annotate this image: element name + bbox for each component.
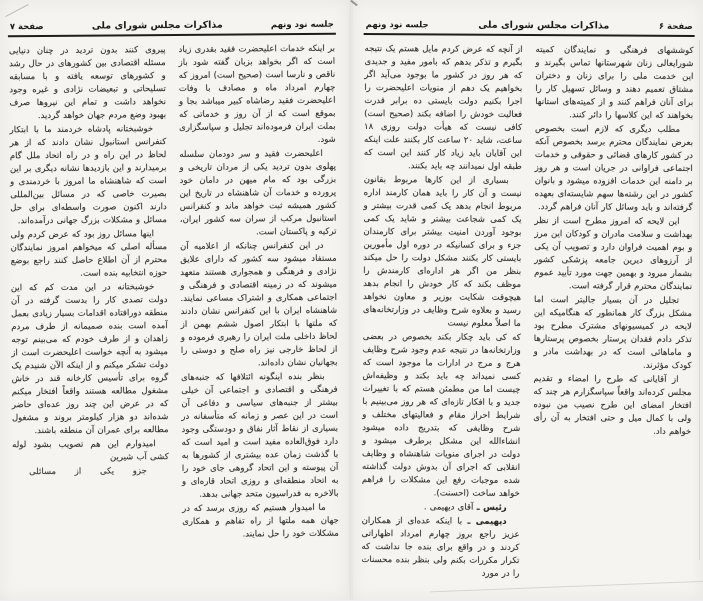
paragraph-text: کوششهای فرهنگی و نمایندگان کمیته شورایعالی زنان شهرستانها تماس بگیرند و این خدمت ملی را برای زنان و دختران مشتاق تعمیم دهند و وسائل تسهیل کار را برای آنان فراهم کنند و از کمیته‌های استانها بخواهند که این کلاسها را دائر کنند. [535, 45, 694, 122]
session-label: جلسه نود ونهم [270, 19, 334, 31]
page-number-label: صفحة ۷ [9, 22, 44, 33]
session-label: جلسه نود ونهم [365, 20, 429, 31]
page-6 [352, 0, 703, 600]
paragraph [363, 174, 522, 331]
paragraph [180, 240, 338, 371]
paragraph-text: این لایحه که امروز مطرح است از نظر بهداشت و سلامت مادران و کودکان این مرز و بوم اهمیت فراوان دارد و تصویب آن یکی از آرزوهای دیرین جامعه پزشکی کشور بشمار میرود و بهمین جهت مورد تأیید عموم نمایندگان محترم قرار گرفته است. [534, 216, 693, 293]
paragraph-text: خوشبختانه در این مدت کم که این دولت تصدی کار را بدست گرفته در آن منطقه دورافتاده اقدامات بسیار زیادی بعمل آمده است بنده صمیمانه از طرف مردم زاهدان و از طرف خودم که می‌بینم توجه میشود به آنچه خواست اعلیحضرت است از دولت تشکر میکنم و از اینکه الآن شنیدم یک گروه برای تأسیس کارخانه قند در خاش مشغول مطالعه هستند واقعاً افتخار میکنم که در عرض این چند روز عده‌ای حاضر شده‌اند دو هزار کیلومتر بروند و مشغول مطالعه برای عمران آن منطقه باشند. [10, 282, 169, 437]
paragraph-text: از آقایانی که طرح را امضاء و تقدیم مجلس کرده‌اند واقعاً سپاسگزارم هر چند که افتخار امضای این طرح نصیب من نبوده ولی با کمال میل و حتی افتخار به آن رأی خواهم داد. [533, 374, 692, 438]
paragraph [179, 148, 336, 240]
text-column [178, 43, 338, 543]
paragraph-text: جزو یکی از مسائلی [29, 466, 147, 478]
paragraph-text: با اینکه عده‌ای از همکاران عزیز راجع بروز چهارم امرداد اظهاراتی کردند و در واقع برای بنده جا نداشت که تکرار مکررات بکنم ولی بنظر بنده محسنات را در مورد [361, 515, 520, 579]
speaker-name: رئیس ـ [473, 502, 507, 513]
paragraph-text: از آنچه که عرض کردم مایل هستم یک نتیجه بگیرم و تذکر بدهم که بامور مفید و جدیدی که هر روز در کشور ما بوجود می‌آید اگر بخواهیم یک دهم از منویات اعلیحضرت را اجرا بکنیم دولت بایستی ده برابر قدرت فعالیت خودش را اضافه بکند (صحیح است) کافی نیست که هیأت دولت روزی ۱۸ ساعت، شاید ۲۰ ساعت کار بکنند علت اینکه این آقایان باید زیاد کار کنند این است که طبقه اول نمیدانند چه باید بکنند. [363, 43, 523, 172]
paragraph-text: آقای دیهیمی . [423, 502, 474, 513]
paragraph-text: بنظر بنده اینگونه ائتلافها که جنبه‌های فرهنگی و اقتصادی و اجتماعی آن خیلی بیشتر از جنبه‌های سیاسی و دفاعی آن است در این عصر و زمانه که متأسفانه در بسیاری از نقاط آثار نفاق و دودستگی وجود دارد فوق‌العاده مفید است و امید است که با گذشت زمان عده بیشتری از کشورها به آن پیوسته و این اتحاد گروهی جای خود را به اتحاد منطقه‌ای و روزی اتحاد قاره‌ای و بالاخره به فدراسیون متحد جهانی بدهد. [181, 371, 339, 500]
page-7 [0, 0, 348, 600]
page-6-header [362, 13, 697, 35]
paragraph [362, 331, 521, 501]
document-title: مذاکرات مجلس شورای ملی [91, 19, 223, 32]
paragraph [9, 44, 166, 123]
paragraph-text: امیدوارم این هم تصویب بشود لوله کشی آب شیرین [12, 439, 169, 463]
paragraph [10, 228, 167, 281]
paragraph [534, 294, 692, 373]
document-title: مذاکرات مجلس شورای ملی [478, 19, 610, 32]
paragraph [182, 502, 339, 542]
paragraph-text: تجلیل در آن بسیار جالبتر است اما مشکل بزرگ کار همانطور که هنگامیکه این لایحه در کمیسیونهای مشترک مطرح بود تذکر دادم فقدان پرستار بخصوص پرستارها و ماماهائی است که در بهداشت مادر و کودک مؤثرند. [533, 295, 692, 372]
paragraph [12, 465, 169, 479]
paragraph-text: بسیاری از این کارها مربوط بقانون نیست و آن کار را باید همان کارمند اداره مربوط انجام بدهد یک کمی قدرت بیشتر و یک کمی شجاعت بیشتر و شاید یک کمی بوجود آوردن امنیت بیشتر برای کارمندان جزء و برای کسانیکه در دوره اول مأمورین بایستی کار بکنند مشکل دولت را حل میکند بنظر من اگر هر اداره‌ای کارمندش را موظف بکند که کار خودش را انجام بدهد هیچوقت شکایت بوزیر و معاون نخواهد رسید و بعلاوه شرح وظایف در وزارتخانه‌های ما اصلاً معلوم نیست [362, 174, 522, 329]
paragraph-text: خوشبختانه پادشاه خردمند ما با ابتکار کنفرانس استانبول نشان دادند که از هر لحاظ در این راه و در راه اتحاد ملل گام برمیدارند و این بازدیدها نشانه دیگری بر این است که شاهنشاه ما امروز با خردمندی و بصیرت خاصی که در مسائل بین‌المللی دارند اکنون صورت واسطه‌ای برای حل مسائل و مشکلات بزرگ جهانی درآمده‌اند. [9, 124, 167, 227]
paragraph-text: مطلب دیگری که لازم است بخصوص بعرض نمایندگان محترم برسد بخصوص آنکه در کشور کارهای قضائی و حقوقی و خدمات اجتماعی فراوانی در جریان است و هر روز بر دامنه این خدمات افزوده میشود و بانوان کشور در این رشته‌ها سهم شایسته‌ای بعهده گرفته‌اند و باید وسائل کار آنان فراهم گردد. [534, 124, 693, 214]
paragraph [533, 373, 691, 439]
paragraph-text: ما امیدوار هستیم که روزی برسد که در جهان همه ملتها از راه تفاهم و همکاری مشکلات خود را حل نمایند. [182, 502, 339, 540]
speaker-name: دیهیمی ـ [462, 516, 507, 527]
text-column [361, 43, 522, 582]
paragraph [534, 215, 692, 294]
page-7-header [6, 13, 338, 36]
paragraph-text: بر اینکه خدمات اعلیحضرت فقید بقدری زیاد است که اگر بخواهد بزبان گفته شود باز ناقص و نارسا است (صحیح است) امروز که چهارم امرداد ماه و مصادف با وفات اعلیحضرت فقید رضاشاه کبیر میباشد بجا و بموقع است که از آن روز و خدماتی که بملت ایران فرموده‌اند تجلیل و سپاسگزاری شود. [178, 43, 336, 145]
page-7-columns [6, 41, 342, 547]
paragraph [11, 281, 169, 438]
paragraph [12, 438, 169, 465]
paragraph [178, 43, 335, 148]
text-column [9, 44, 169, 544]
paragraph [10, 123, 167, 228]
page-6-columns [358, 41, 696, 585]
paragraph-text: در این کنفرانس چنانکه از اعلامیه آن مستفاد میشود سه کشور که دارای علایق نژادی و فرهنگی و همجواری هستند متعهد میشوند که در زمینه اقتصادی و فرهنگی و اجتماعی همکاری و اشتراک مساعی نمایند. شاهنشاه ایران با این کنفرانس نشان دادند که ملتها با ابتکار اصول ششم بهمن از لحاظ داخلی ملت ایران را رهبری فرموده و از لحاظ خارجی نیز راه صلح و دوستی را بجهانیان نشان داده‌اند. [180, 240, 338, 369]
paragraph [535, 44, 693, 123]
text-column [532, 44, 693, 583]
paragraph [361, 515, 519, 581]
paragraph [181, 371, 339, 502]
paragraph [362, 501, 520, 515]
paragraph-text: پیروی کنند بدون تردید در چنان دنیایی مسئله اقتصادی بین کشورهای در حال رشد و کشورهای توسعه یافته و با مسابقه تسلیحاتی و تبعیضات نژادی و غیره وجود نخواهد داشت و تمام این نیروها صرف بهبود وضع مردم جهان خواهد گردید. [9, 45, 167, 122]
paragraph-text: اعلیحضرت فقید و سر دودمان سلسله پهلوی بدون تردید یکی از مردان تاریخی و بزرگی بود که مام میهن در دامان خود پرورده و خدمات آن شاهنشاه در تاریخ این کشور همیشه ثبت خواهد ماند و کنفرانس استانبول مرکب از سران سه کشور ایران، ترکیه و پاکستان است. [179, 148, 337, 238]
paragraph [535, 123, 694, 215]
paragraph-text: اینها مسائل روز بود که عرض کردم ولی مسأله اصلی که میخواهم امروز نمایندگان محترم از آن اطلاع حاصل کنند راجع بوضع حوزه انتخابیه بنده است. [10, 229, 168, 279]
page-number-label: صفحة ۶ [658, 21, 693, 33]
paragraph-text: که کی باید چکار بکند بخصوص در بعضی وزارتخانه‌ها در نتیجه عدم وجود شرح وظایف هرج و مرج در ادارات ما موجود است که کسی نمیداند چه باید بکند و وظیفه‌اش چیست اما من مطمئن هستم که با تغییرات جدید و با افکار تازه‌ای که هر روز می‌بینیم با شرایط احراز مقام و فعالیتهای مختلف و شرح وظایفی که بتدریج داده میشود انشاءالله این مشکل برطرف میشود و دولت در اجرای منویات شاهنشاه و وظایف انقلابی که اجرای آن بدوش دولت گذاشته شده موجبات رفع این مشکلات را فراهم خواهد ساخت (احسنت). [361, 331, 521, 499]
paragraph [364, 43, 523, 174]
